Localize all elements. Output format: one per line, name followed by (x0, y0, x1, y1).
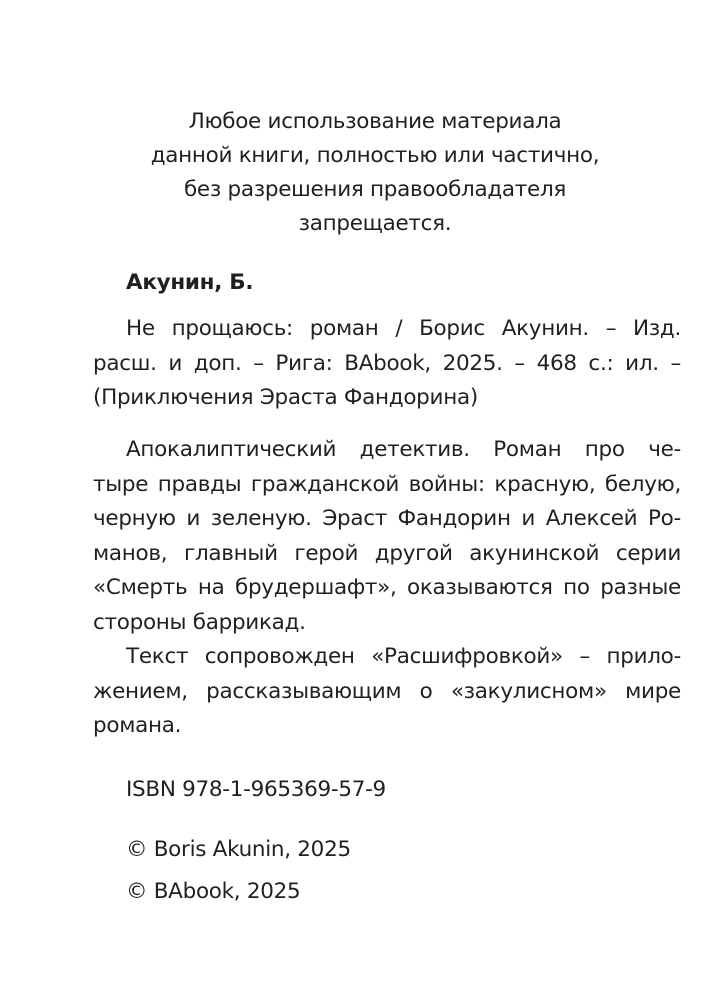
annotation-paragraph-2 (93, 640, 681, 744)
biblio-line: (Приключения Эраста Фандорина) (93, 385, 478, 410)
notice-line: данной книги, полностью или частично, (150, 143, 600, 168)
annotation-line: жением, рассказывающим о «закулисном» мире (93, 678, 681, 704)
biblio-line: расш. и доп. – Рига: BAbook, 2025. – 468 с.: ил. – (93, 350, 681, 376)
bibliographic-record (93, 312, 681, 416)
copyright-author: © Boris Akunin, 2025 (126, 837, 351, 862)
annotation-line: романа. (93, 713, 182, 738)
annotation-paragraph-1 (93, 433, 681, 640)
annotation-line: Апокалиптический детектив. Роман про че- (126, 437, 681, 462)
copyright-notice (100, 105, 650, 241)
notice-line: без разрешения правообладателя (183, 177, 567, 202)
biblio-line: Не прощаюсь: роман / Борис Акунин. – Изд. (126, 316, 681, 341)
annotation-line: манов, главный герой другой акунинской серии (93, 540, 681, 566)
annotation-line: Текст сопровожден «Расшифровкой» – прило- (126, 644, 681, 669)
annotation-line: стороны баррикад. (93, 609, 306, 635)
annotation-line: черную и зеленую. Эраст Фандорин и Алексей Ро- (93, 506, 681, 531)
notice-line: запрещается. (298, 211, 452, 236)
author-heading: Акунин, Б. (126, 270, 254, 295)
notice-line: Любое использование материала (188, 109, 562, 134)
copyright-publisher: © BAbook, 2025 (126, 879, 301, 904)
isbn: ISBN 978-1-965369-57-9 (126, 777, 386, 802)
annotation-line: тыре правды гражданской войны: красную, белую, (93, 471, 681, 497)
annotation-line: «Смерть на брудершафт», оказываются по разные (93, 575, 681, 600)
